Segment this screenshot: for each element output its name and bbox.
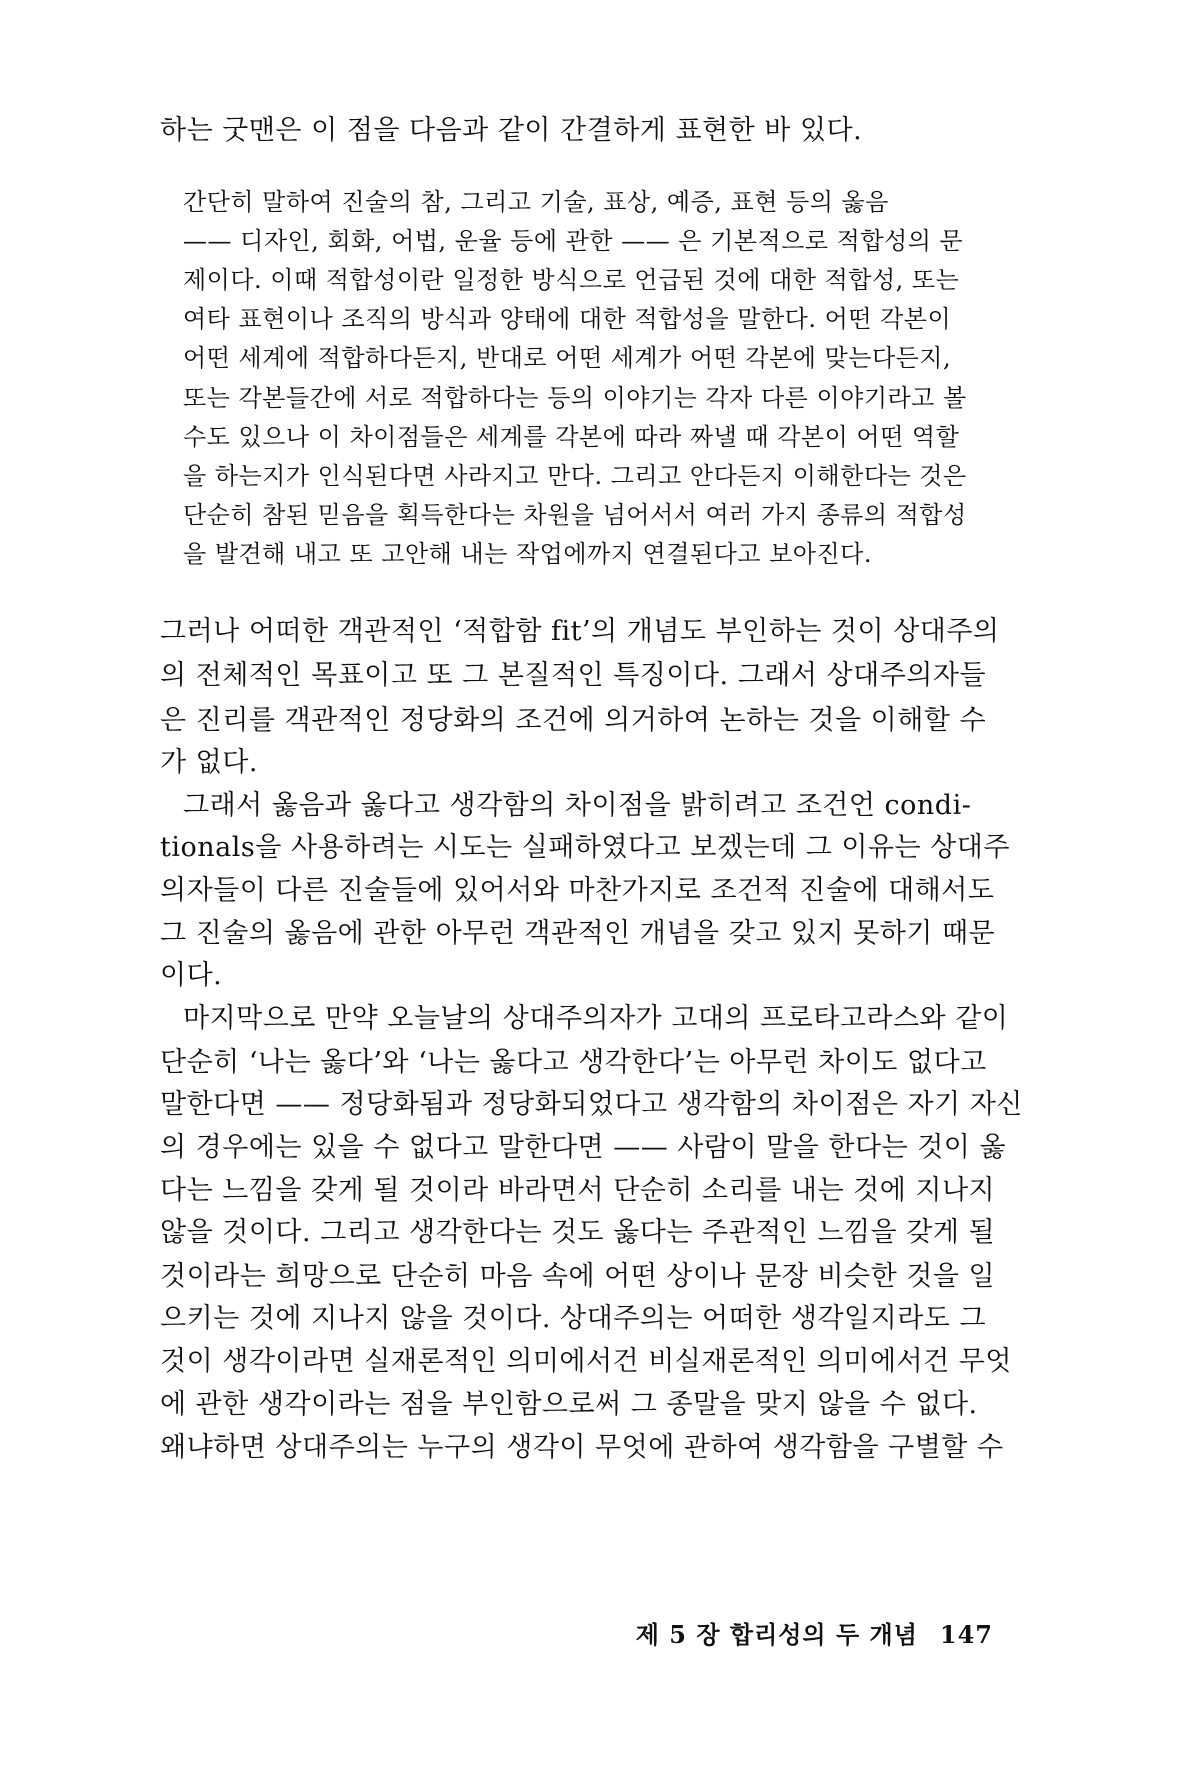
body-line: 이다. [160, 960, 223, 991]
quote-line: 간단히 말하여 진술의 참, 그리고 기술, 표상, 예증, 표현 등의 옳음 [183, 188, 889, 216]
body-line: 단순히 ‘나는 옳다’와 ‘나는 옳다고 생각한다’는 아무런 차이도 없다고 [160, 1047, 987, 1078]
body-line: 가 없다. [160, 747, 258, 778]
body-line: 왜냐하면 상대주의는 누구의 생각이 무엇에 관하여 생각함을 구별할 수 [160, 1432, 1004, 1463]
body-line: 에 관한 생각이라는 점을 부인함으로써 그 종말을 맞지 않을 수 없다. [160, 1389, 978, 1420]
body-line: 것이라는 희망으로 단순히 마음 속에 어떤 상이나 문장 비슷한 것을 일 [160, 1261, 996, 1292]
body-line: 마지막으로 만약 오늘날의 상대주의자가 고대의 프로타고라스와 같이 [183, 1003, 1009, 1034]
page-footer [636, 1615, 993, 1650]
body-line: 것이 생각이라면 실재론적인 의미에서건 비실재론적인 의미에서건 무엇 [160, 1346, 1012, 1377]
body-line: 그러나 어떠한 객관적인 ‘적합함 fit’의 개념도 부인하는 것이 상대주의 [160, 616, 1000, 647]
body-line: 그 진술의 옳음에 관한 아무런 객관적인 개념을 갖고 있지 못하기 때문 [160, 918, 996, 949]
quote-line: 을 하는지가 인식된다면 사라지고 만다. 그리고 안다든지 이해한다는 것은 [183, 462, 967, 490]
body-line: 않을 것이다. 그리고 생각한다는 것도 옳다는 주관적인 느낌을 갖게 될 [160, 1217, 996, 1248]
quote-line: 또는 각본들간에 서로 적합하다는 등의 이야기는 각자 다른 이야기라고 볼 [183, 384, 967, 412]
body-line: 다는 느낌을 갖게 될 것이라 바라면서 단순히 소리를 내는 것에 지나지 [160, 1175, 996, 1206]
page-number: 147 [939, 1620, 993, 1649]
quote-line: 어떤 세계에 적합하다든지, 반대로 어떤 세계가 어떤 각본에 맞는다든지, [183, 344, 952, 372]
body-line: 의 경우에는 있을 수 없다고 말한다면 —— 사람이 말을 한다는 것이 옳 [160, 1132, 1007, 1163]
body-line: 그래서 옳음과 옳다고 생각함의 차이점을 밝히려고 조건언 condi- [183, 790, 972, 821]
body-line: 은 진리를 객관적인 정당화의 조건에 의거하여 논하는 것을 이해할 수 [160, 705, 987, 736]
quote-line: 단순히 참된 믿음을 획득한다는 차원을 넘어서서 여러 가지 종류의 적합성 [183, 501, 967, 529]
body-line: 으키는 것에 지나지 않을 것이다. 상대주의는 어떠한 생각일지라도 그 [160, 1303, 987, 1334]
body-line: 의 전체적인 목표이고 또 그 본질적인 특징이다. 그래서 상대주의자들 [160, 660, 987, 691]
body-line: tionals을 사용하려는 시도는 실패하였다고 보겠는데 그 이유는 상대주 [160, 832, 1010, 863]
quote-line: 여타 표현이나 조직의 방식과 양태에 대한 적합성을 말한다. 어떤 각본이 [183, 305, 952, 333]
intro-line: 하는 굿맨은 이 점을 다음과 같이 간결하게 표현한 바 있다. [160, 115, 863, 146]
quote-line: 수도 있으나 이 차이점들은 세계를 각본에 따라 짜낼 때 각본이 어떤 역할 [183, 423, 960, 451]
quote-line: —— 디자인, 회화, 어법, 운율 등에 관한 —— 은 기본적으로 적합성의 문 [183, 227, 964, 255]
quote-line: 을 발견해 내고 또 고안해 내는 작업에까지 연결된다고 보아진다. [183, 540, 872, 568]
quote-line: 제이다. 이때 적합성이란 일정한 방식으로 언급된 것에 대한 적합성, 또는 [183, 266, 960, 294]
chapter-title: 제 5 장 합리성의 두 개념 [635, 1620, 918, 1649]
body-line: 말한다면 —— 정당화됨과 정당화되었다고 생각함의 차이점은 자기 자신 [160, 1089, 1023, 1120]
body-line: 의자들이 다른 진술들에 있어서와 마찬가지로 조건적 진술에 대해서도 [160, 875, 995, 906]
